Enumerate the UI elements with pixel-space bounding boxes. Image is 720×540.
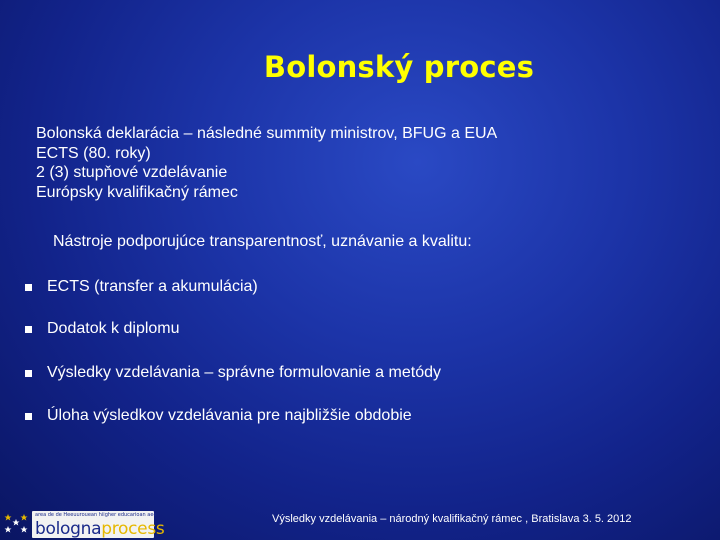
bullet-text: ECTS (transfer a akumulácia) xyxy=(47,278,258,295)
square-bullet-icon xyxy=(25,284,32,291)
square-bullet-icon xyxy=(25,370,32,377)
bullet-item xyxy=(25,320,180,338)
intro-block xyxy=(36,124,497,202)
stars-icon xyxy=(4,512,30,536)
logo-tagline: area de de Heeuurouean hiigher educarioan aee xyxy=(35,512,157,518)
bullet-text: Úloha výsledkov vzdelávania pre najbližšie obdobie xyxy=(47,407,412,424)
intro-line: Bolonská deklarácia – následné summity ministrov, BFUG a EUA xyxy=(36,125,498,142)
slide-title: Bolonský proces xyxy=(263,50,535,84)
logo-name xyxy=(35,519,164,539)
logo-name-accent: process xyxy=(101,519,165,539)
bullet-text: Výsledky vzdelávania – správne formulovanie a metódy xyxy=(47,364,441,381)
square-bullet-icon xyxy=(25,326,32,333)
tools-subtitle: Nástroje podporujúce transparentnosť, uznávanie a kvalitu: xyxy=(53,233,472,250)
square-bullet-icon xyxy=(25,413,32,420)
logo-name-main: bologna xyxy=(35,519,102,539)
intro-line: 2 (3) stupňové vzdelávanie xyxy=(36,164,228,181)
bullet-item xyxy=(25,407,412,425)
intro-line: ECTS (80. roky) xyxy=(36,144,151,162)
bullet-text: Dodatok k diplomu xyxy=(47,320,180,337)
bologna-process-logo xyxy=(4,509,165,539)
bullet-item xyxy=(25,364,441,382)
logo-wordmark xyxy=(32,511,165,539)
intro-line: Európsky kvalifikačný rámec xyxy=(36,183,238,201)
bullet-item xyxy=(25,278,258,296)
footer-text: Výsledky vzdelávania – národný kvalifikačný rámec , Bratislava 3. 5. 2012 xyxy=(272,513,632,525)
